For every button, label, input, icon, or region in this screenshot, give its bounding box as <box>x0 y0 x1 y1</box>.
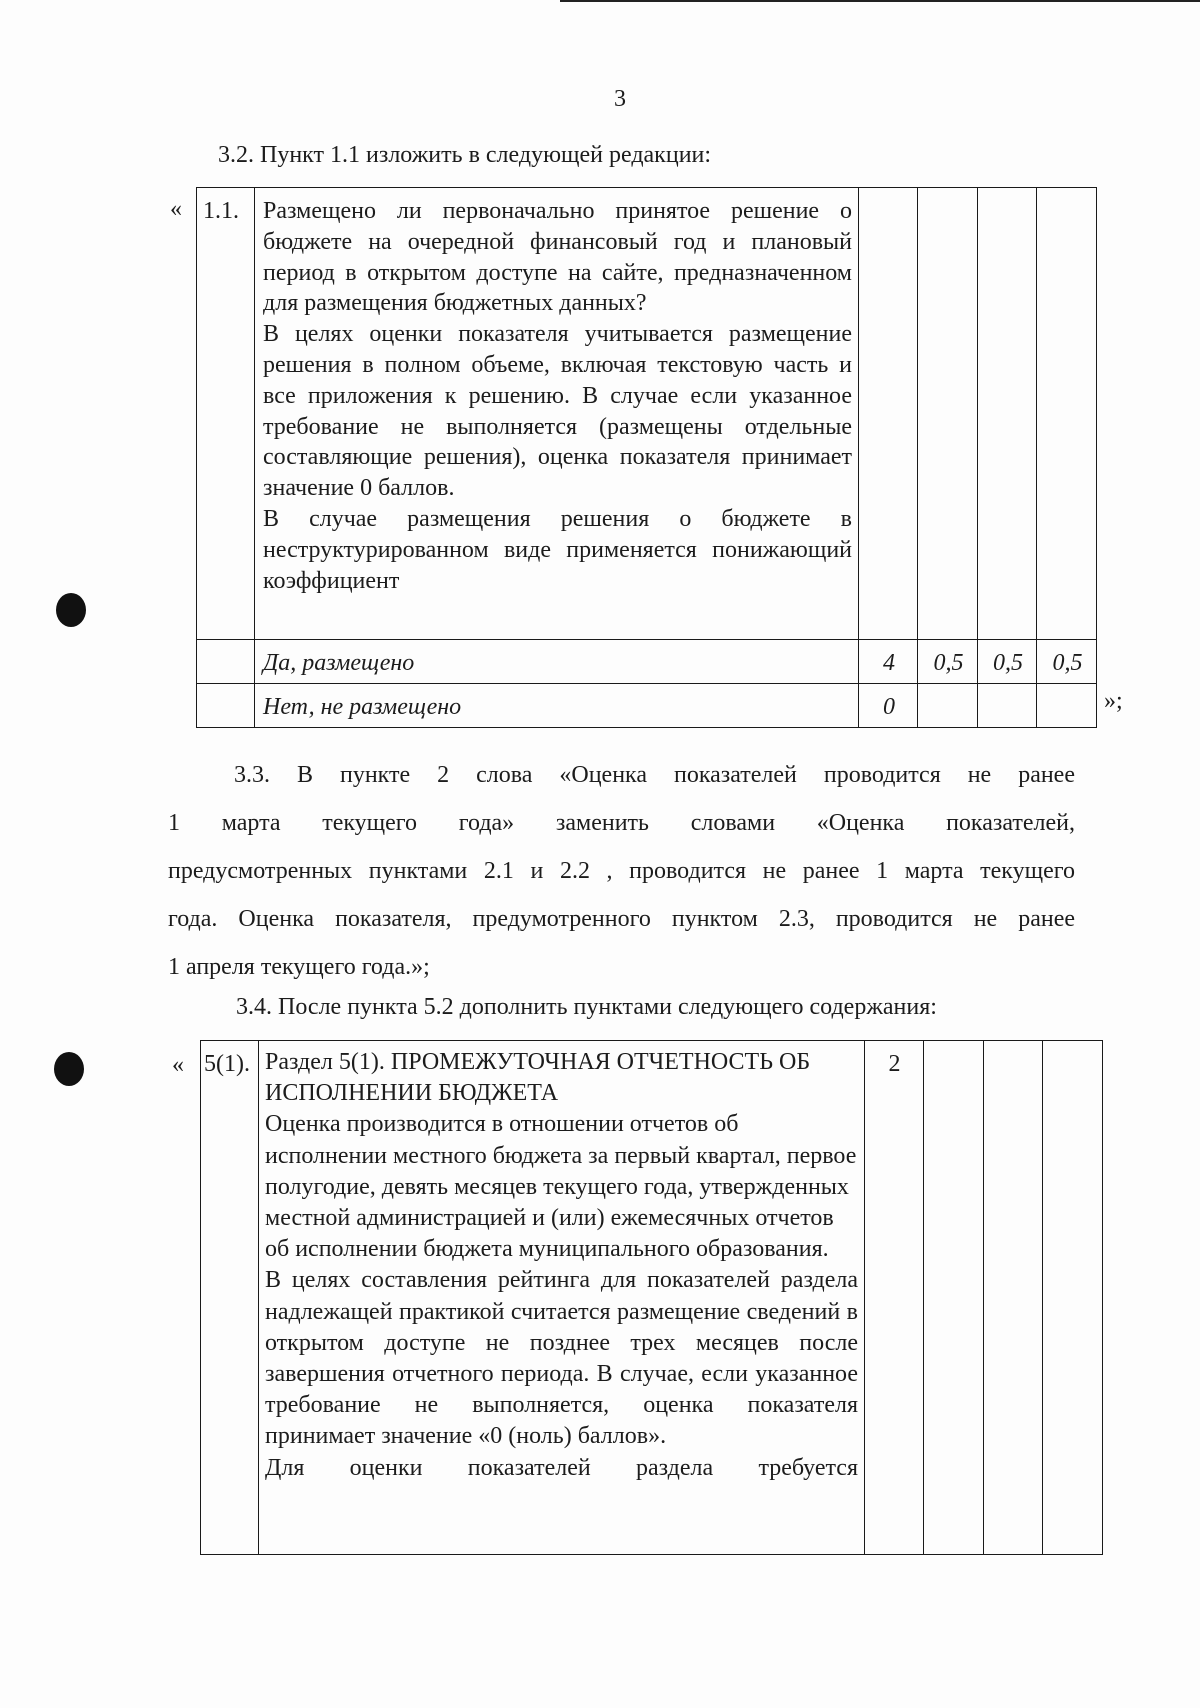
answer-coefficient <box>1037 684 1097 728</box>
table-row <box>197 188 1097 640</box>
indicator-coefficient-note: В случае размещения решения о бюджете в неструктурированном виде применяется понижающий коэффициент <box>263 505 852 594</box>
paragraph-line: 1 марта текущего года» заменить словами «Оценка показателей, <box>168 810 1075 836</box>
open-quote-table-1: « <box>170 196 182 222</box>
table-row <box>197 684 1097 728</box>
answer-coefficient: 0,5 <box>1037 640 1097 684</box>
empty-cell <box>1043 1041 1103 1555</box>
answer-label: Нет, не размещено <box>255 684 859 728</box>
table-row <box>201 1041 1103 1555</box>
open-quote-table-2: « <box>172 1052 184 1078</box>
empty-cell <box>859 188 918 640</box>
empty-cell <box>984 1041 1043 1555</box>
section-continuation: Для оценки показателей раздела требуется <box>265 1454 858 1481</box>
indicator-description <box>255 188 859 640</box>
indicator-table-5-1 <box>200 1040 1103 1555</box>
section-rule: В целях составления рейтинга для показателей раздела надлежащей практикой считается размещение сведений в открытом доступе не позднее трех месяцев после завершения отчетного периода. В случае, если указанное требование не выполняется, оценка показателя принимает значение «0 (ноль) баллов». <box>265 1267 858 1450</box>
section-3-2-heading: 3.2. Пункт 1.1 изложить в следующей редакции: <box>218 142 712 168</box>
indicator-rule: В целях оценки показателя учитывается размещение решения в полном объеме, включая текстовую часть и все приложения к решению. В случае если указанное требование не выполняется (размещены отдельные составляющие решения), оценка показателя принимает значение 0 баллов. <box>263 321 852 502</box>
punch-hole-bottom <box>54 1052 84 1086</box>
indicator-question: Размещено ли первоначально принятое решение о бюджете на очередной финансовый год и плановый период в открытом доступе на сайте, предназначенном для размещения бюджетных данных? <box>263 198 852 317</box>
row-number: 1.1. <box>197 188 255 640</box>
indicator-table-1-1 <box>196 187 1097 728</box>
answer-coefficient <box>918 684 978 728</box>
paragraph-line: года. Оценка показателя, предумотренного пунктом 2.3, проводится не ранее <box>168 906 1075 932</box>
table-row <box>197 640 1097 684</box>
paragraph-line: 1 апреля текущего года.»; <box>168 954 430 980</box>
empty-cell <box>924 1041 984 1555</box>
empty-cell <box>1037 188 1097 640</box>
row-number: 5(1). <box>201 1041 259 1555</box>
section-score: 2 <box>865 1041 924 1555</box>
empty-cell <box>918 188 978 640</box>
scan-top-edge <box>560 0 1200 2</box>
answer-coefficient: 0,5 <box>978 640 1037 684</box>
empty-cell <box>197 684 255 728</box>
punch-hole-top <box>56 593 86 627</box>
answer-coefficient <box>978 684 1037 728</box>
answer-coefficient: 0,5 <box>918 640 978 684</box>
empty-cell <box>978 188 1037 640</box>
close-quote-table-1: »; <box>1104 688 1123 714</box>
page-number: 3 <box>614 86 626 112</box>
answer-score: 0 <box>859 684 918 728</box>
paragraph-line: предусмотренных пунктами 2.1 и 2.2 , проводится не ранее 1 марта текущего <box>168 858 1075 884</box>
paragraph-line: 3.3. В пункте 2 слова «Оценка показателей проводится не ранее <box>234 762 1075 788</box>
empty-cell <box>197 640 255 684</box>
section-scope: Оценка производится в отношении отчетов об исполнении местного бюджета за первый квартал, первое полугодие, девять месяцев текущего года, утвержденных местной администрацией и (или) ежемесячных отчетов об исполнении бюджета муниципального образования. <box>265 1111 857 1263</box>
answer-label: Да, размещено <box>255 640 859 684</box>
section-3-4-heading: 3.4. После пункта 5.2 дополнить пунктами следующего содержания: <box>236 994 937 1020</box>
answer-score: 4 <box>859 640 918 684</box>
section-description <box>259 1041 865 1555</box>
section-title: Раздел 5(1). ПРОМЕЖУТОЧНАЯ ОТЧЕТНОСТЬ ОБ ИСПОЛНЕНИИ БЮДЖЕТА <box>265 1049 811 1107</box>
section-3-3-paragraph <box>168 751 1075 991</box>
